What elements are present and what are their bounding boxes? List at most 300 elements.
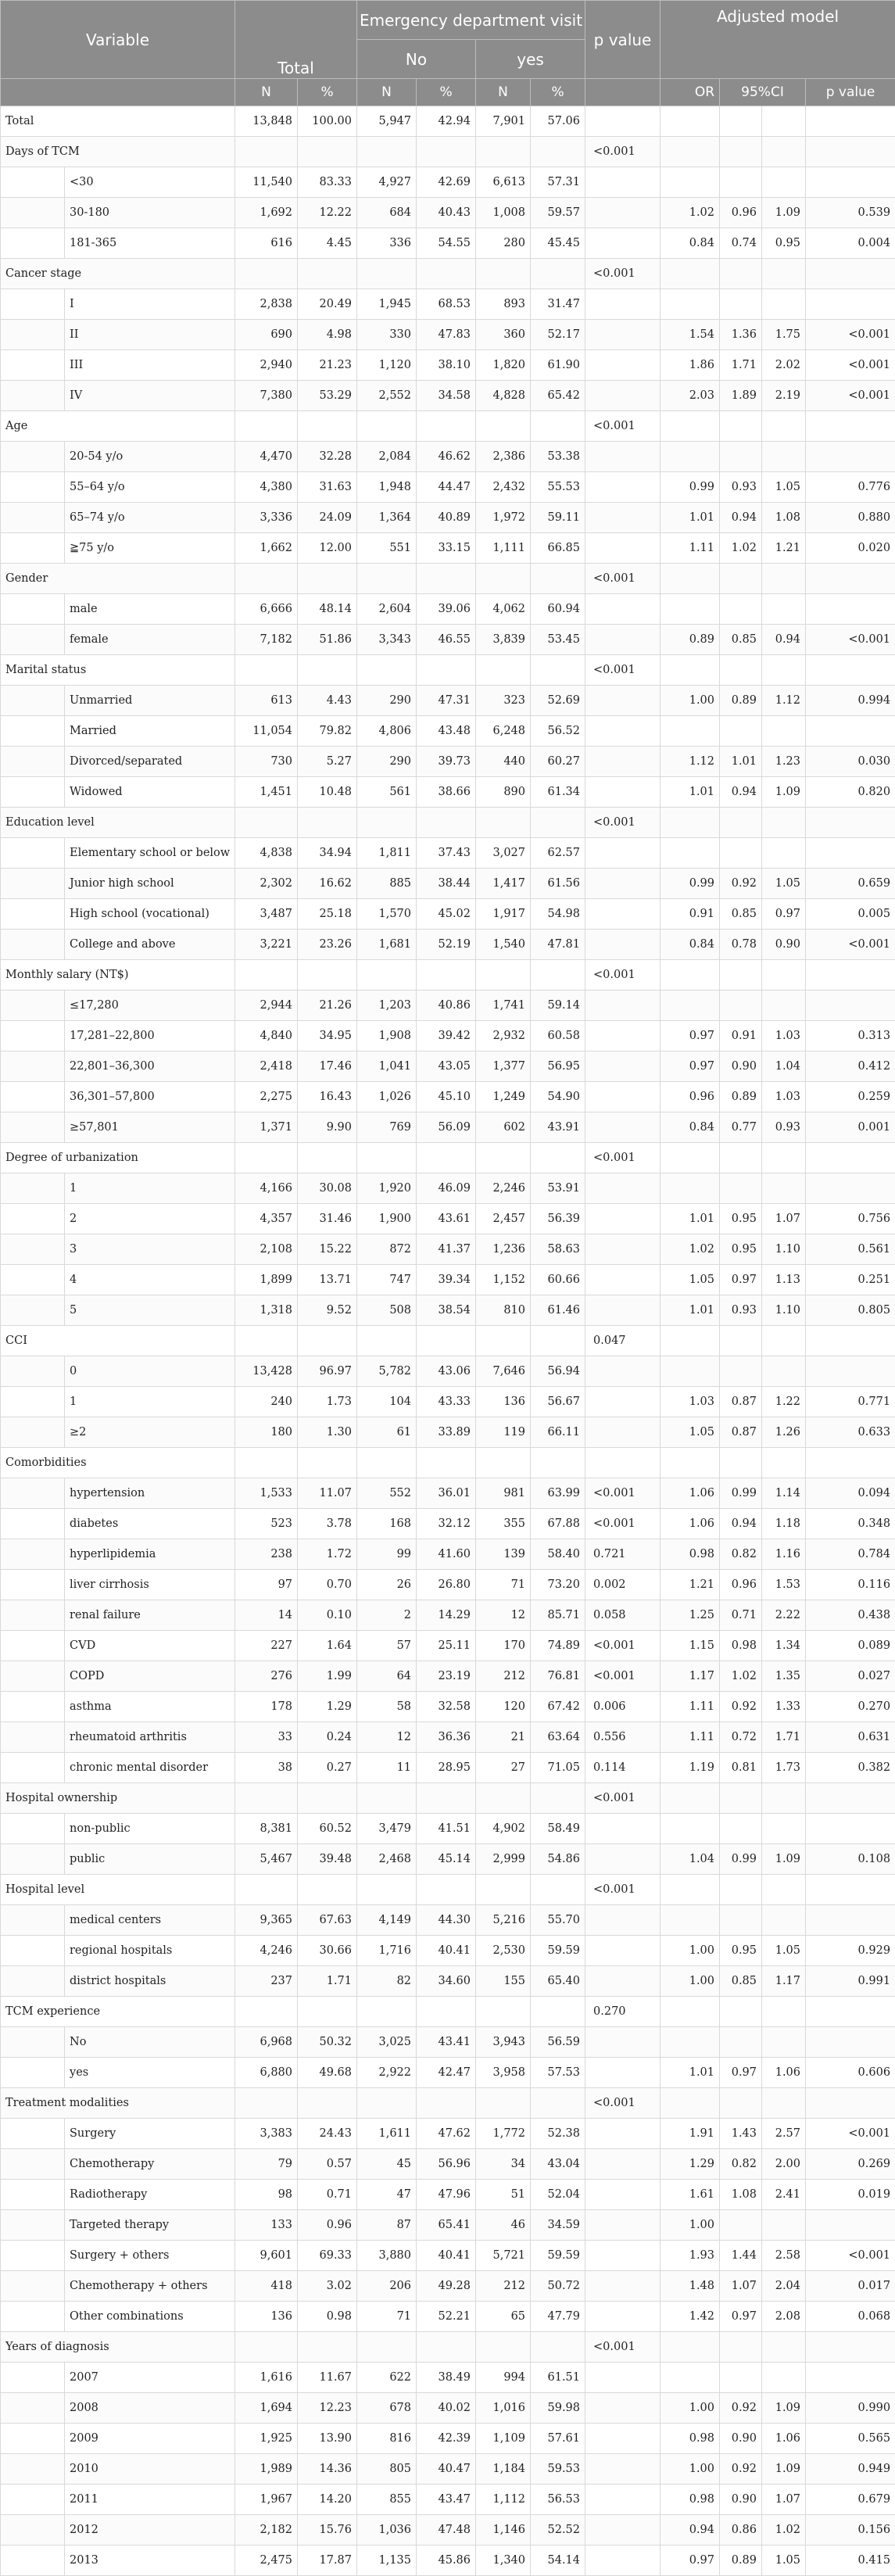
cell-ap (806, 1814, 895, 1844)
cell-ci-lo (720, 991, 762, 1021)
cell-no-n: 1,036 (357, 2515, 417, 2546)
cell-ci-lo: 0.94 (720, 777, 762, 808)
indent-cell (1, 1570, 65, 1600)
row-label: 5 (65, 1295, 235, 1326)
row-label: 2011 (65, 2485, 235, 2515)
category-row (1, 960, 895, 991)
cell-no-pct (417, 1326, 476, 1356)
row-label: 65–74 y/o (65, 503, 235, 533)
cell-or (661, 594, 720, 625)
cell-pct (298, 1448, 357, 1478)
cell-ap: 0.539 (806, 198, 895, 228)
cell-yes-n: 212 (476, 1661, 531, 1692)
row-label: CCI (1, 1326, 235, 1356)
indent-cell (1, 2027, 65, 2058)
cell-yes-pct: 56.53 (531, 2485, 585, 2515)
indent-cell (1, 1539, 65, 1570)
cell-yes-pct: 61.56 (531, 869, 585, 899)
cell-pct: 96.97 (298, 1356, 357, 1387)
cell-no-n: 508 (357, 1295, 417, 1326)
cell-pct: 49.68 (298, 2058, 357, 2088)
indent-cell (1, 1814, 65, 1844)
cell-p (585, 2180, 661, 2210)
cell-ci-lo: 0.89 (720, 686, 762, 716)
cell-p (585, 503, 661, 533)
table-row (1, 991, 895, 1021)
row-label: Elementary school or below (65, 838, 235, 869)
cell-p (585, 869, 661, 899)
cell-no-pct: 65.41 (417, 2210, 476, 2241)
cell-n (235, 655, 298, 686)
cell-or (661, 2332, 720, 2363)
cell-yes-n: 5,721 (476, 2241, 531, 2271)
cell-or (661, 808, 720, 838)
row-label: diabetes (65, 1509, 235, 1539)
cell-no-n: 805 (357, 2454, 417, 2485)
table-row (1, 106, 895, 137)
indent-cell (1, 838, 65, 869)
cell-yes-n: 119 (476, 1417, 531, 1448)
table-row (1, 2241, 895, 2271)
cell-pct (298, 1326, 357, 1356)
cell-pct: 0.96 (298, 2210, 357, 2241)
cell-no-n: 1,716 (357, 1936, 417, 1966)
cell-pct: 3.78 (298, 1509, 357, 1539)
cell-no-pct: 42.69 (417, 167, 476, 198)
cell-yes-pct: 57.53 (531, 2058, 585, 2088)
cell-no-pct: 45.02 (417, 899, 476, 930)
cell-ap: 0.880 (806, 503, 895, 533)
cell-p (585, 2485, 661, 2515)
cell-ci-hi: 1.06 (762, 2424, 806, 2454)
cell-p (585, 2393, 661, 2424)
cell-ci-lo: 0.71 (720, 1600, 762, 1631)
header-p-value: p value (585, 1, 661, 79)
cell-pct: 39.48 (298, 1844, 357, 1875)
cell-p (585, 1387, 661, 1417)
cell-no-pct: 47.62 (417, 2119, 476, 2149)
cell-no-n: 1,026 (357, 1082, 417, 1112)
indent-cell (1, 533, 65, 564)
cell-ci-hi: 1.18 (762, 1509, 806, 1539)
cell-no-n: 2,552 (357, 381, 417, 411)
indent-cell (1, 1966, 65, 1997)
cell-no-pct (417, 1997, 476, 2027)
cell-or: 0.84 (661, 1112, 720, 1143)
row-label: yes (65, 2058, 235, 2088)
cell-no-n (357, 960, 417, 991)
cell-pct: 20.49 (298, 289, 357, 320)
cell-n: 523 (235, 1509, 298, 1539)
cell-ci-hi: 2.00 (762, 2149, 806, 2180)
cell-p (585, 533, 661, 564)
cell-no-pct (417, 2332, 476, 2363)
cell-yes-n: 6,248 (476, 716, 531, 747)
cell-or: 0.98 (661, 2424, 720, 2454)
cell-ap (806, 2363, 895, 2393)
cell-yes-pct: 65.42 (531, 381, 585, 411)
cell-pct: 11.07 (298, 1478, 357, 1509)
cell-pct (298, 564, 357, 594)
row-label: III (65, 350, 235, 381)
cell-ap (806, 1997, 895, 2027)
cell-yes-pct (531, 960, 585, 991)
cell-pct: 21.26 (298, 991, 357, 1021)
cell-ci-lo (720, 1875, 762, 1905)
cell-no-n: 552 (357, 1478, 417, 1509)
cell-yes-n: 27 (476, 1753, 531, 1783)
cell-ci-hi: 0.97 (762, 899, 806, 930)
cell-ci-lo: 0.91 (720, 1021, 762, 1052)
cell-n: 6,666 (235, 594, 298, 625)
cell-yes-n: 4,902 (476, 1814, 531, 1844)
cell-n: 227 (235, 1631, 298, 1661)
cell-ci-hi: 1.05 (762, 1936, 806, 1966)
cell-no-pct: 46.62 (417, 442, 476, 472)
row-label: public (65, 1844, 235, 1875)
table-row (1, 2424, 895, 2454)
cell-no-pct: 40.02 (417, 2393, 476, 2424)
cell-yes-n: 3,839 (476, 625, 531, 655)
row-label: COPD (65, 1661, 235, 1692)
cell-ci-lo (720, 960, 762, 991)
indent-cell (1, 2515, 65, 2546)
cell-pct: 1.71 (298, 1966, 357, 1997)
cell-pct: 0.57 (298, 2149, 357, 2180)
cell-ci-lo (720, 655, 762, 686)
cell-pct: 21.23 (298, 350, 357, 381)
table-row (1, 1600, 895, 1631)
cell-yes-n: 1,184 (476, 2454, 531, 2485)
cell-ap: 0.776 (806, 472, 895, 503)
cell-yes-pct: 59.14 (531, 991, 585, 1021)
cell-ci-lo (720, 716, 762, 747)
cell-or: 1.00 (661, 2454, 720, 2485)
cell-ci-lo (720, 594, 762, 625)
cell-yes-n: 170 (476, 1631, 531, 1661)
cell-no-pct: 43.33 (417, 1387, 476, 1417)
cell-ci-lo: 1.07 (720, 2271, 762, 2302)
header-adj-p: p value (806, 79, 895, 106)
table-row (1, 289, 895, 320)
row-label: ≥57,801 (65, 1112, 235, 1143)
cell-no-pct: 47.83 (417, 320, 476, 350)
cell-ci-hi: 2.57 (762, 2119, 806, 2149)
cell-p (585, 1082, 661, 1112)
table-row (1, 1753, 895, 1783)
cell-or: 1.01 (661, 2058, 720, 2088)
indent-cell (1, 198, 65, 228)
cell-yes-n: 602 (476, 1112, 531, 1143)
cell-or (661, 1143, 720, 1173)
table-row (1, 350, 895, 381)
cell-p (585, 1112, 661, 1143)
cell-p: <0.001 (585, 2088, 661, 2119)
row-label: Monthly salary (NT$) (1, 960, 235, 991)
table-row (1, 2454, 895, 2485)
cell-no-pct (417, 1143, 476, 1173)
table-row (1, 503, 895, 533)
row-label: IV (65, 381, 235, 411)
cell-no-n: 3,479 (357, 1814, 417, 1844)
cell-p (585, 1204, 661, 1234)
cell-yes-n: 1,109 (476, 2424, 531, 2454)
cell-ci-hi (762, 1997, 806, 2027)
cell-yes-pct: 63.99 (531, 1478, 585, 1509)
cell-yes-pct: 60.27 (531, 747, 585, 777)
cell-ci-hi (762, 1326, 806, 1356)
cell-ci-lo (720, 564, 762, 594)
cell-ci-lo: 1.71 (720, 350, 762, 381)
cell-no-pct (417, 1448, 476, 1478)
cell-or: 1.00 (661, 1936, 720, 1966)
table-row (1, 747, 895, 777)
cell-ci-hi: 2.41 (762, 2180, 806, 2210)
cell-pct: 15.76 (298, 2515, 357, 2546)
cell-ci-hi (762, 106, 806, 137)
cell-ap (806, 564, 895, 594)
cell-no-pct: 40.43 (417, 198, 476, 228)
cell-yes-pct (531, 1448, 585, 1478)
indent-cell (1, 686, 65, 716)
cell-n: 79 (235, 2149, 298, 2180)
cell-ci-hi: 1.14 (762, 1478, 806, 1509)
cell-yes-pct: 67.88 (531, 1509, 585, 1539)
cell-pct: 0.98 (298, 2302, 357, 2332)
cell-n: 1,967 (235, 2485, 298, 2515)
cell-or: 0.84 (661, 228, 720, 259)
row-label: Total (1, 106, 235, 137)
row-label: Chemotherapy + others (65, 2271, 235, 2302)
cell-p (585, 625, 661, 655)
cell-ap (806, 808, 895, 838)
table-row (1, 899, 895, 930)
cell-n: 9,365 (235, 1905, 298, 1936)
cell-or: 1.11 (661, 533, 720, 564)
cell-yes-n: 2,246 (476, 1173, 531, 1204)
cell-yes-pct (531, 1326, 585, 1356)
cell-ci-hi (762, 1814, 806, 1844)
cell-yes-n: 136 (476, 1387, 531, 1417)
cell-no-pct: 49.28 (417, 2271, 476, 2302)
cell-ci-lo: 0.90 (720, 2424, 762, 2454)
cell-ap: 0.068 (806, 2302, 895, 2332)
cell-n: 1,692 (235, 198, 298, 228)
cell-yes-pct: 45.45 (531, 228, 585, 259)
cell-no-pct: 39.06 (417, 594, 476, 625)
row-label: 2013 (65, 2546, 235, 2576)
cell-yes-pct: 58.49 (531, 1814, 585, 1844)
cell-n: 2,418 (235, 1052, 298, 1082)
cell-no-n: 206 (357, 2271, 417, 2302)
indent-cell (1, 1692, 65, 1722)
cell-no-n (357, 137, 417, 167)
cell-pct: 1.72 (298, 1539, 357, 1570)
cell-pct: 51.86 (298, 625, 357, 655)
cell-ap: <0.001 (806, 2119, 895, 2149)
row-label: hyperlipidemia (65, 1539, 235, 1570)
cell-pct: 9.90 (298, 1112, 357, 1143)
cell-yes-pct: 61.34 (531, 777, 585, 808)
cell-ci-lo: 0.95 (720, 1936, 762, 1966)
indent-cell (1, 1631, 65, 1661)
cell-p (585, 2515, 661, 2546)
cell-pct: 30.08 (298, 1173, 357, 1204)
cell-p (585, 777, 661, 808)
cell-ci-lo: 0.92 (720, 869, 762, 899)
cell-p (585, 1021, 661, 1052)
cell-ci-lo: 0.87 (720, 1417, 762, 1448)
cell-no-pct: 41.60 (417, 1539, 476, 1570)
cell-ci-lo: 0.87 (720, 1387, 762, 1417)
cell-ci-hi (762, 808, 806, 838)
indent-cell (1, 1265, 65, 1295)
cell-yes-pct (531, 137, 585, 167)
header-ed-visit: Emergency department visit (357, 1, 585, 40)
cell-ci-hi: 0.90 (762, 930, 806, 960)
cell-n: 6,968 (235, 2027, 298, 2058)
cell-pct: 67.63 (298, 1905, 357, 1936)
cell-or: 1.01 (661, 1295, 720, 1326)
cell-yes-pct: 73.20 (531, 1570, 585, 1600)
cell-or: 1.21 (661, 1570, 720, 1600)
table-row (1, 533, 895, 564)
category-row (1, 564, 895, 594)
cell-ci-hi (762, 1783, 806, 1814)
row-label: 55–64 y/o (65, 472, 235, 503)
cell-no-n: 1,041 (357, 1052, 417, 1082)
cell-yes-pct: 31.47 (531, 289, 585, 320)
cell-or: 1.86 (661, 350, 720, 381)
cell-or: 1.01 (661, 503, 720, 533)
category-row (1, 411, 895, 442)
cell-or: 1.11 (661, 1722, 720, 1753)
cell-pct: 48.14 (298, 594, 357, 625)
cell-yes-n: 212 (476, 2271, 531, 2302)
header-total-n: N (235, 79, 298, 106)
cell-pct: 0.24 (298, 1722, 357, 1753)
indent-cell (1, 1509, 65, 1539)
cell-pct: 14.20 (298, 2485, 357, 2515)
cell-or: 1.42 (661, 2302, 720, 2332)
cell-no-pct: 34.60 (417, 1966, 476, 1997)
cell-no-n: 855 (357, 2485, 417, 2515)
cell-no-pct: 40.41 (417, 2241, 476, 2271)
header-yes-n: N (476, 79, 531, 106)
row-label: Hospital ownership (1, 1783, 235, 1814)
cell-yes-n: 12 (476, 1600, 531, 1631)
cell-ap (806, 1905, 895, 1936)
table-row (1, 2119, 895, 2149)
row-label: Gender (1, 564, 235, 594)
cell-no-n: 1,203 (357, 991, 417, 1021)
cell-ci-lo: 0.86 (720, 2515, 762, 2546)
cell-p (585, 1966, 661, 1997)
cell-or (661, 1356, 720, 1387)
cell-ci-hi: 1.12 (762, 686, 806, 716)
cell-ci-lo: 0.99 (720, 1478, 762, 1509)
cell-n (235, 1326, 298, 1356)
row-label: Unmarried (65, 686, 235, 716)
cell-n (235, 2332, 298, 2363)
table-row (1, 2546, 895, 2576)
cell-n: 4,246 (235, 1936, 298, 1966)
category-row (1, 808, 895, 838)
cell-yes-n: 280 (476, 228, 531, 259)
cell-p (585, 1844, 661, 1875)
cell-no-n: 64 (357, 1661, 417, 1692)
cell-ap: 0.094 (806, 1478, 895, 1509)
cell-ci-hi: 1.09 (762, 198, 806, 228)
cell-no-n: 2,084 (357, 442, 417, 472)
cell-ci-lo (720, 1326, 762, 1356)
cell-p (585, 1295, 661, 1326)
cell-pct: 0.71 (298, 2180, 357, 2210)
indent-cell (1, 2149, 65, 2180)
cell-n: 180 (235, 1417, 298, 1448)
cell-no-n (357, 1783, 417, 1814)
cell-yes-pct (531, 2332, 585, 2363)
cell-no-pct: 52.21 (417, 2302, 476, 2332)
table-row (1, 2271, 895, 2302)
cell-ap (806, 716, 895, 747)
cell-or: 0.98 (661, 2485, 720, 2515)
cell-ci-hi (762, 1356, 806, 1387)
cell-ap (806, 2210, 895, 2241)
cell-n: 2,275 (235, 1082, 298, 1112)
cell-n: 1,694 (235, 2393, 298, 2424)
cell-yes-n: 139 (476, 1539, 531, 1570)
indent-cell (1, 1753, 65, 1783)
cell-yes-n: 4,062 (476, 594, 531, 625)
cell-n: 1,616 (235, 2363, 298, 2393)
cell-pct: 15.22 (298, 1234, 357, 1265)
cell-or: 1.02 (661, 1234, 720, 1265)
cell-pct: 23.26 (298, 930, 357, 960)
cell-yes-pct: 52.17 (531, 320, 585, 350)
cell-ci-lo: 0.89 (720, 2546, 762, 2576)
cell-yes-n: 1,340 (476, 2546, 531, 2576)
row-label: 20-54 y/o (65, 442, 235, 472)
cell-ap: 0.633 (806, 1417, 895, 1448)
cell-ci-hi: 2.04 (762, 2271, 806, 2302)
cell-yes-pct: 55.70 (531, 1905, 585, 1936)
cell-no-pct: 39.34 (417, 1265, 476, 1295)
cell-yes-pct: 43.91 (531, 1112, 585, 1143)
cell-ap (806, 106, 895, 137)
cell-yes-pct: 56.95 (531, 1052, 585, 1082)
cell-ci-lo: 1.36 (720, 320, 762, 350)
cell-n (235, 137, 298, 167)
cell-yes-n (476, 137, 531, 167)
cell-no-pct: 36.36 (417, 1722, 476, 1753)
table-row (1, 1936, 895, 1966)
cell-ap: 0.561 (806, 1234, 895, 1265)
row-label: ≥2 (65, 1417, 235, 1448)
cell-p (585, 930, 661, 960)
cell-ap (806, 289, 895, 320)
table-row (1, 1570, 895, 1600)
cell-p: <0.001 (585, 1509, 661, 1539)
cell-ci-lo (720, 411, 762, 442)
cell-no-pct: 37.43 (417, 838, 476, 869)
cell-n: 238 (235, 1539, 298, 1570)
cell-ci-lo (720, 1997, 762, 2027)
cell-p (585, 442, 661, 472)
row-label: 17,281–22,800 (65, 1021, 235, 1052)
table-row (1, 2180, 895, 2210)
cell-no-pct: 54.55 (417, 228, 476, 259)
